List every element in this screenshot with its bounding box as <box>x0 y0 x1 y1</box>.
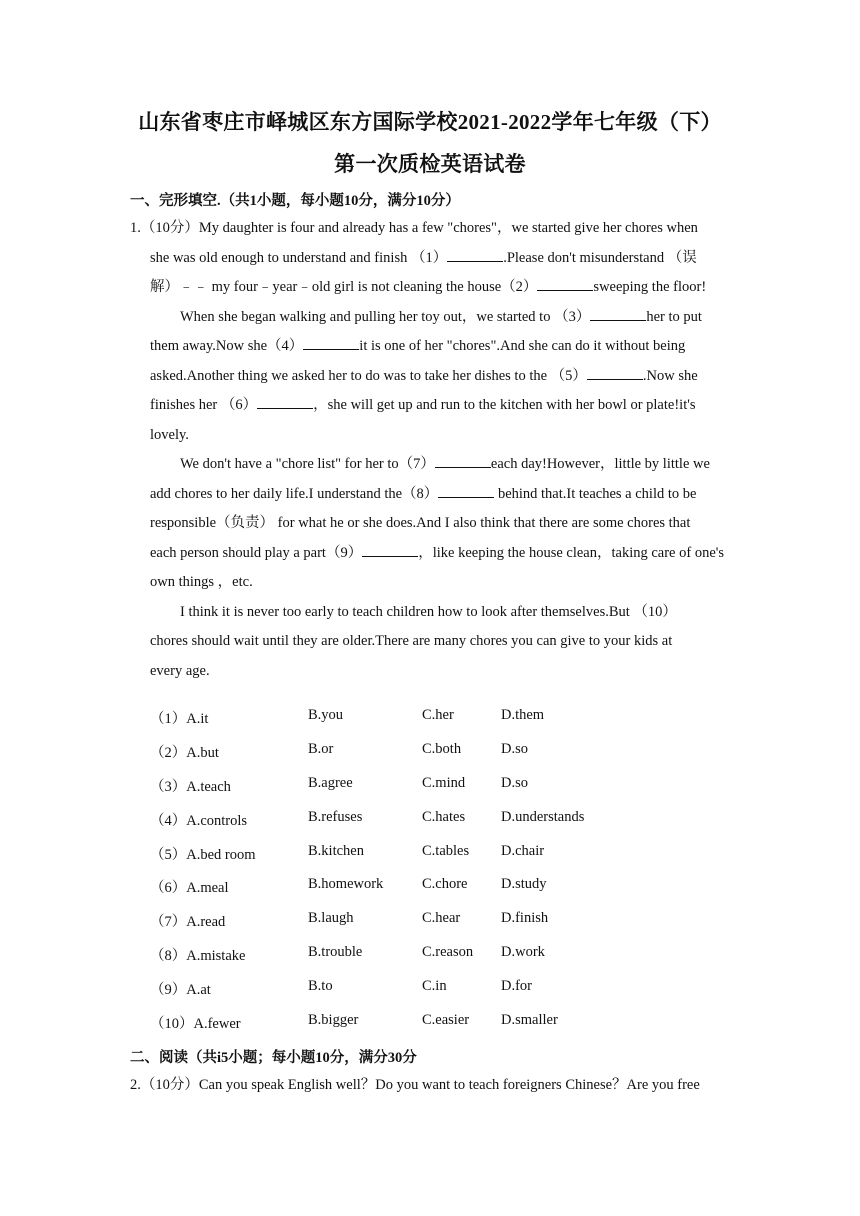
option-choice: B.refuses <box>308 808 363 825</box>
passage-line <box>130 303 730 333</box>
passage-text: 解）﹣﹣ my four﹣year﹣old girl is not cleaning the house（2） <box>150 279 538 295</box>
passage-text: asked.Another thing we asked her to do was to take her dishes to the （5） <box>150 367 587 384</box>
blank-underline <box>537 278 593 291</box>
option-choice: C.chore <box>422 876 468 893</box>
passage-line: own things ，etc. <box>150 574 253 590</box>
option-choice: （9）A.at <box>150 982 211 999</box>
question-2-text: 2.（10分）Can you speak English well？Do you want to teach foreigners Chinese？Are you free <box>130 1077 700 1093</box>
option-choice: （6）A.meal <box>150 880 229 897</box>
passage-text: We don't have a "chore list" for her to（7） <box>180 456 435 472</box>
passage-line: every age. <box>150 662 210 679</box>
option-choice: B.bigger <box>308 1012 359 1029</box>
option-choice: C.mind <box>422 774 466 791</box>
passage-text: each person should play a part（9） <box>150 544 363 561</box>
option-choice: B.laugh <box>308 910 354 927</box>
passage-text: it is one of her "chores".And she can do it without being <box>359 338 686 354</box>
option-choice: D.so <box>501 740 528 757</box>
option-choice: C.hates <box>422 808 466 825</box>
passage-line <box>130 273 730 303</box>
passage-text: .Please don't misunderstand （误 <box>503 249 697 266</box>
option-choice: B.you <box>308 707 344 723</box>
passage-text: ，she will get up and run to the kitchen with her bowl or plate!it's <box>313 397 696 413</box>
blank-underline <box>587 367 643 380</box>
blank-underline <box>257 396 313 409</box>
option-choice: C.tables <box>422 842 470 859</box>
passage-text: finishes her （6） <box>150 397 258 413</box>
passage-line: chores should wait until they are older.There are many chores you can give to your kids at <box>150 633 673 649</box>
section-2-heading: 二、阅读（共i5小题；每小题10分，满分30分 <box>130 1050 417 1066</box>
option-choice: D.study <box>501 876 547 893</box>
passage-line <box>130 480 730 510</box>
option-choice: （3）A.teach <box>150 778 231 795</box>
option-choice: C.reason <box>422 944 474 961</box>
passage-text: behind that.It teaches a child to be <box>494 485 697 502</box>
option-choice: C.her <box>422 707 454 723</box>
passage-text: she was old enough to understand and finish （1） <box>150 249 448 266</box>
question-1-passage <box>130 214 730 686</box>
option-choice: D.understands <box>501 808 585 825</box>
option-choice: B.homework <box>308 876 384 893</box>
option-choice: B.to <box>308 978 333 995</box>
option-choice: （1）A.it <box>150 711 209 727</box>
passage-line <box>130 539 730 569</box>
option-choice: （4）A.controls <box>150 812 248 829</box>
passage-line: responsible（负责） for what he or she does.And I also think that there are some chores that <box>150 515 691 531</box>
option-choice: D.chair <box>501 842 545 859</box>
question-2-first-line <box>130 1071 730 1101</box>
option-choice: C.easier <box>422 1012 470 1029</box>
passage-line: lovely. <box>150 426 189 443</box>
passage-line <box>130 332 730 362</box>
option-choice: C.both <box>422 740 462 757</box>
passage-text: each day!However，little by little we <box>490 456 710 472</box>
option-choice: （8）A.mistake <box>150 948 246 965</box>
option-choice: D.work <box>501 944 545 961</box>
passage-line: I think it is never too early to teach children how to look after themselves.But （10） <box>180 603 677 620</box>
passage-text: .Now she <box>642 367 698 384</box>
passage-line <box>130 244 730 274</box>
passage-line: 1.（10分）My daughter is four and already has a few "chores"，we started give her chores when <box>130 220 698 236</box>
passage-line <box>130 450 730 480</box>
option-choice: D.smaller <box>501 1012 558 1029</box>
passage-text: add chores to her daily life.I understand the（8） <box>150 485 439 502</box>
option-choice: （10）A.fewer <box>150 1016 241 1033</box>
passage-text: her to put <box>646 308 702 325</box>
blank-underline <box>447 249 503 262</box>
option-choice: B.or <box>308 740 334 757</box>
blank-underline <box>362 544 418 557</box>
passage-line <box>130 391 730 421</box>
option-choice: （2）A.but <box>150 744 219 761</box>
option-choice: （5）A.bed room <box>150 846 256 863</box>
option-choice: （7）A.read <box>150 914 226 931</box>
option-choice: D.so <box>501 774 528 791</box>
option-choice: B.kitchen <box>308 842 364 859</box>
passage-text: When she began walking and pulling her toy out，we started to （3） <box>180 308 591 325</box>
exam-subtitle: 第一次质检英语试卷 <box>334 152 526 176</box>
option-choice: C.hear <box>422 910 461 927</box>
option-choice: D.finish <box>501 910 549 927</box>
passage-text: sweeping the floor! <box>593 279 707 295</box>
option-choice: B.agree <box>308 774 353 791</box>
passage-text: them away.Now she（4） <box>150 338 304 354</box>
option-choice: D.them <box>501 707 545 723</box>
section-1-heading: 一、完形填空.（共1小题，每小题10分，满分10分） <box>130 193 460 209</box>
passage-line <box>130 362 730 392</box>
option-choice: D.for <box>501 978 533 995</box>
option-choice: C.in <box>422 978 447 995</box>
exam-title: 山东省枣庄市峄城区东方国际学校2021-2022学年七年级（下） <box>138 110 722 134</box>
passage-text: ，like keeping the house clean，taking care of one's <box>418 544 725 561</box>
blank-underline <box>435 455 491 468</box>
blank-underline <box>303 337 359 350</box>
blank-underline <box>438 485 494 498</box>
blank-underline <box>590 308 646 321</box>
option-choice: B.trouble <box>308 944 363 961</box>
